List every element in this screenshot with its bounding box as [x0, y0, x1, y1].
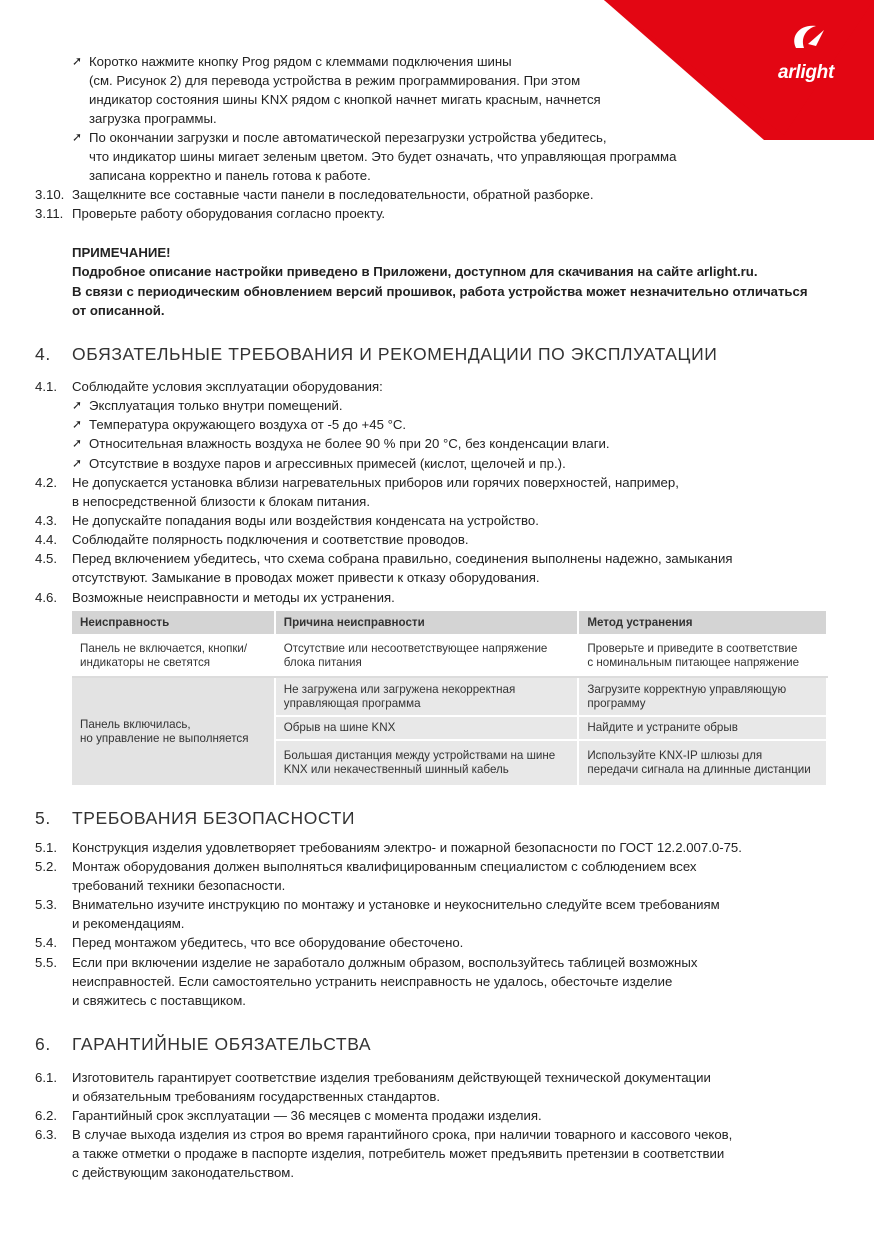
table-header: Неисправность — [72, 611, 275, 635]
cell-line: Загрузите корректную управляющую — [587, 682, 787, 696]
item-number: 5.2. — [35, 859, 57, 874]
section-title: ОБЯЗАТЕЛЬНЫЕ ТРЕБОВАНИЯ И РЕКОМЕНДАЦИИ ПО ЭКСПЛУАТАЦИИ — [72, 344, 718, 364]
table-cell-method — [578, 677, 827, 716]
item-text: с действующим законодательством. — [72, 1165, 295, 1180]
step-text: Проверьте работу оборудования согласно проекту. — [72, 206, 386, 221]
fault-table — [72, 611, 828, 787]
step-text: Защелкните все составные части панели в последовательности, обратной разборке. — [72, 187, 594, 202]
cell-line: Найдите и устраните обрыв — [587, 721, 738, 734]
cell-line: передачи сигнала на длинные дистанции — [587, 763, 811, 776]
note-line: от описанной. — [72, 303, 165, 318]
cell-line: Панель не включается, кнопки/ — [80, 642, 248, 655]
item-text: Перед монтажом убедитесь, что все оборудование обесточено. — [72, 935, 464, 950]
table-cell-fault — [72, 635, 275, 677]
cell-line: блока питания — [283, 656, 362, 669]
cell-line: Панель включилась, — [80, 717, 191, 731]
cell-line: Используйте KNX-IP шлюзы для — [587, 749, 763, 762]
item-text: а также отметки о продаже в паспорте изделия, потребитель может предъявить претензии в соответствии — [72, 1146, 725, 1161]
section-number: 5. — [35, 808, 51, 828]
section-title: ТРЕБОВАНИЯ БЕЗОПАСНОСТИ — [72, 808, 356, 828]
bullet-line: Коротко нажмите кнопку Prog рядом с клеммами подключения шины — [89, 54, 512, 69]
table-cell-method — [578, 635, 827, 677]
item-text: Перед включением убедитесь, что схема собрана правильно, соединения выполнены надежно, замыкания — [72, 551, 733, 566]
table-cell-method — [578, 716, 827, 740]
item-text: и свяжитесь с поставщиком. — [72, 993, 246, 1008]
table-header-row — [72, 611, 827, 635]
table-row — [72, 635, 827, 677]
table-cell-cause — [275, 635, 579, 677]
item-text: и рекомендациям. — [72, 916, 185, 931]
cell-line: но управление не выполняется — [80, 731, 249, 745]
item-text: Внимательно изучите инструкцию по монтажу и установке и неукоснительно следуйте всем требованиям — [72, 897, 720, 912]
section-title: ГАРАНТИЙНЫЕ ОБЯЗАТЕЛЬСТВА — [72, 1034, 372, 1054]
cell-line: управляющая программа — [283, 696, 421, 710]
table-cell-cause — [275, 677, 579, 716]
item-number: 4.3. — [35, 513, 57, 528]
note-line: В связи с периодическим обновлением версий прошивок, работа устройства может незначительно отличаться — [72, 284, 808, 299]
bullet-line: что индикатор шины мигает зеленым цветом. Это будет означать, что управляющая программа — [89, 149, 677, 164]
cell-line: KNX или некачественный шинный кабель — [283, 763, 509, 776]
item-text: Конструкция изделия удовлетворяет требованиям электро- и пожарной безопасности по ГОСТ 12.2.007.0-75. — [72, 840, 742, 855]
item-text: и обязательным требованиям государственных стандартов. — [72, 1089, 441, 1104]
bullet-line: Отсутствие в воздухе паров и агрессивных примесей (кислот, щелочей и пр.). — [89, 456, 566, 471]
arrow-bullet-icon: ➚ — [72, 436, 83, 450]
table-header: Метод устранения — [578, 611, 827, 635]
table-cell-cause — [275, 740, 579, 786]
cell-line: Отсутствие или несоответствующее напряжение — [283, 642, 548, 655]
cell-line: Обрыв на шине KNX — [283, 721, 396, 734]
item-text: Возможные неисправности и методы их устранения. — [72, 590, 395, 605]
cell-line: с номинальным питающее напряжение — [587, 656, 800, 669]
item-number: 5.5. — [35, 955, 57, 970]
arrow-bullet-icon: ➚ — [72, 456, 83, 470]
item-text: Гарантийный срок эксплуатации — 36 месяцев с момента продажи изделия. — [72, 1108, 542, 1123]
arrow-bullet-icon: ➚ — [72, 130, 83, 144]
arrow-bullet-icon: ➚ — [72, 54, 83, 68]
arlight-logo: arlight — [778, 62, 834, 83]
item-number: 6.3. — [35, 1127, 57, 1142]
bullet-line: По окончании загрузки и после автоматической перезагрузки устройства убедитесь, — [89, 130, 607, 145]
bullet-line: Температура окружающего воздуха от -5 до +45 °C. — [89, 417, 407, 432]
cell-line: Не загружена или загружена некорректная — [283, 682, 516, 696]
item-text: требований техники безопасности. — [72, 878, 286, 893]
item-number: 4.6. — [35, 590, 57, 605]
item-text: Изготовитель гарантирует соответствие изделия требованиям действующей технической документации — [72, 1070, 711, 1085]
item-text: неисправностей. Если самостоятельно устранить неисправность не удалось, обесточьте изделие — [72, 974, 673, 989]
section-number: 4. — [35, 344, 51, 364]
item-text: Соблюдайте условия эксплуатации оборудования: — [72, 379, 383, 394]
cell-line: индикаторы не светятся — [80, 656, 211, 669]
cell-line: Большая дистанция между устройствами на шине — [283, 749, 556, 762]
brand-corner — [584, 0, 874, 140]
item-number: 4.5. — [35, 551, 57, 566]
table-row — [72, 677, 827, 716]
bullet-line: Относительная влажность воздуха не более 90 % при 20 °C, без конденсации влаги. — [89, 436, 610, 451]
item-number: 4.4. — [35, 532, 57, 547]
table-cell-cause — [275, 716, 579, 740]
cell-line: Проверьте и приведите в соответствие — [587, 642, 798, 655]
item-text: Не допускается установка вблизи нагревательных приборов или горячих поверхностей, например, — [72, 475, 679, 490]
bullet-line: записана корректно и панель готова к работе. — [89, 168, 371, 183]
item-text: Если при включении изделие не заработало должным образом, воспользуйтесь таблицей возможных — [72, 955, 698, 970]
item-number: 4.2. — [35, 475, 57, 490]
item-text: в непосредственной близости к блокам питания. — [72, 494, 370, 509]
table-cell-method — [578, 740, 827, 786]
arrow-bullet-icon: ➚ — [72, 417, 83, 431]
item-text: В случае выхода изделия из строя во время гарантийного срока, при наличии товарного и кассового чеков, — [72, 1127, 733, 1142]
item-number: 5.3. — [35, 897, 57, 912]
item-number: 5.4. — [35, 935, 57, 950]
bullet-line: (см. Рисунок 2) для перевода устройства в режим программирования. При этом — [89, 73, 581, 88]
item-number: 6.1. — [35, 1070, 57, 1085]
item-number: 6.2. — [35, 1108, 57, 1123]
bullet-line: индикатор состояния шины KNX рядом с кнопкой начнет мигать красным, начнется — [89, 92, 601, 107]
note-line: Подробное описание настройки приведено в Приложени, доступном для скачивания на сайте arlight.ru. — [72, 264, 758, 279]
cell-line: программу — [587, 696, 646, 710]
item-text: Не допускайте попадания воды или воздействия конденсата на устройство. — [72, 513, 539, 528]
bullet-line: Эксплуатация только внутри помещений. — [89, 398, 343, 413]
step-number: 3.10. — [35, 187, 65, 202]
item-number: 5.1. — [35, 840, 57, 855]
table-cell-fault — [72, 677, 275, 786]
item-text: отсутствуют. Замыкание в проводах может привести к отказу оборудования. — [72, 570, 540, 585]
step-number: 3.11. — [35, 206, 64, 221]
note-title: ПРИМЕЧАНИЕ! — [72, 245, 171, 260]
item-text: Монтаж оборудования должен выполняться квалифицированным специалистом с соблюдением всех — [72, 859, 697, 874]
bullet-line: загрузка программы. — [89, 111, 217, 126]
item-number: 4.1. — [35, 379, 57, 394]
arrow-bullet-icon: ➚ — [72, 398, 83, 412]
table-header: Причина неисправности — [275, 611, 579, 635]
item-text: Соблюдайте полярность подключения и соответствие проводов. — [72, 532, 469, 547]
section-number: 6. — [35, 1034, 51, 1054]
